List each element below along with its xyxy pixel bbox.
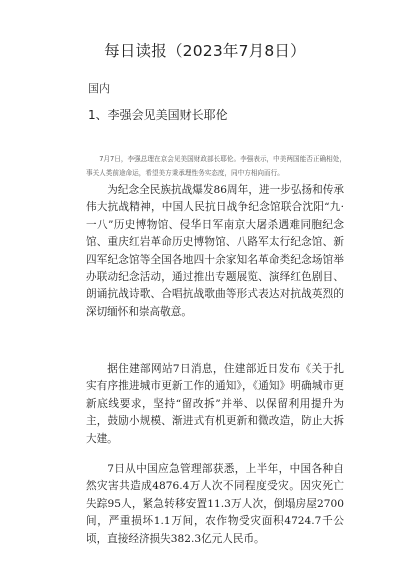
news-headline: 1、李强会见美国财长耶伦 <box>88 108 228 122</box>
body-paragraph-1: 为纪念全民族抗战爆发86周年，进一步弘扬和传承伟大抗战精神，中国人民抗日战争纪念馆联合沈阳“九·一八”历史博物馆、侵华日军南京大屠杀遇难同胞纪念馆、重庆红岩革命历史博物馆、八路军太行纪念馆、新四军纪念馆等全国各地四十余家知名革命类纪念场馆举办联动纪念活动，通过推出专题展览、演绎红色剧目、朗诵抗战诗歌、合唱抗战歌曲等形式表达对抗战英烈的深切缅怀和崇高敬意。 <box>86 184 344 318</box>
news-summary: 7月7日，李强总理在京会见美国财政部长耶伦。李强表示，中美两国能否正确相处，事关人类前途命运，希望美方秉承理性务实态度，同中方相向而行。 <box>86 155 346 177</box>
body-paragraph-2: 据住建部网站7日消息，住建部近日发布《关于扎实有序推进城市更新工作的通知》，《通知》明确城市更新底线要求，坚持“留改拆”并举、以保留利用提升为主，鼓励小规模、渐进式有机更新和微改造，防止大拆大建。 <box>86 363 344 445</box>
page-title: 每日读报（2023年7月8日） <box>104 42 306 60</box>
body-paragraph-3: 7日从中国应急管理部获悉，上半年，中国各种自然灾害共造成4876.4万人次不同程度受灾。因灾死亡失踪95人，紧急转移安置11.3万人次，倒塌房屋2700间，严重损坏1.1万间，农作物受灾面积4724.7千公顷，直接经济损失382.3亿元人民币。 <box>86 463 344 545</box>
section-label: 国内 <box>88 82 110 95</box>
